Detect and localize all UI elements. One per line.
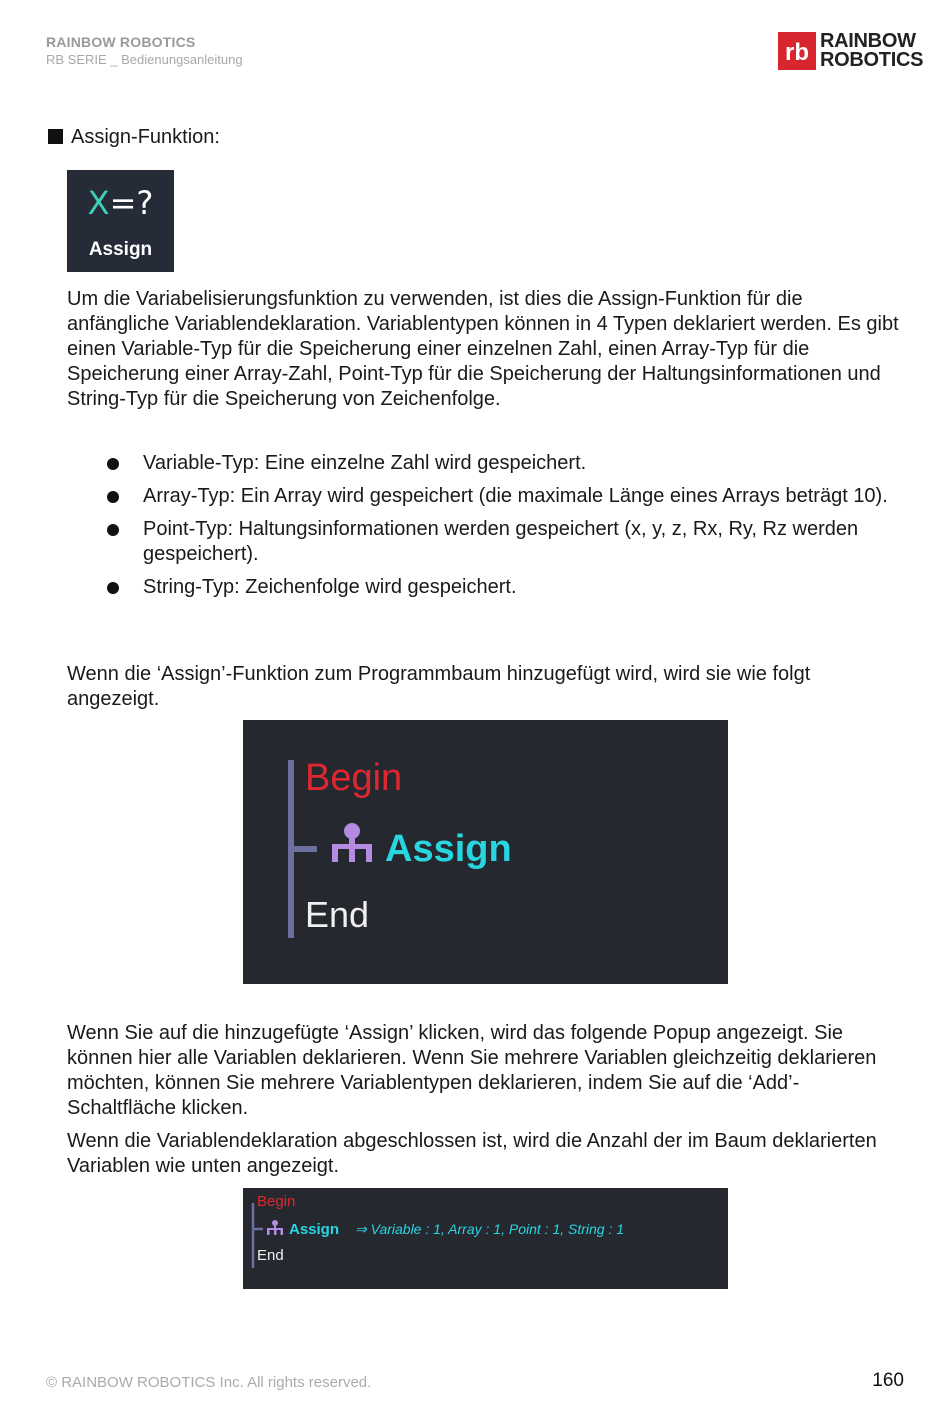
square-bullet-icon <box>48 129 63 144</box>
hierarchy-icon <box>267 1220 283 1235</box>
tree-assign-item[interactable]: Assign <box>385 828 512 870</box>
tree-assign-item[interactable]: Assign <box>289 1221 340 1238</box>
bullet-icon <box>107 582 119 594</box>
list-item: Array-Typ: Ein Array wird gespeichert (die maximale Länge eines Arrays beträgt 10). <box>107 484 907 509</box>
bullet-icon <box>107 524 119 536</box>
bullet-icon <box>107 458 119 470</box>
assign-icon-label: Assign <box>88 239 153 260</box>
program-tree-screenshot <box>243 720 728 984</box>
header-company: RAINBOW ROBOTICS <box>46 34 196 50</box>
tree-begin-label: Begin <box>257 1193 296 1210</box>
logo-text: RAINBOW ROBOTICS <box>820 30 924 71</box>
assign-function-icon <box>67 170 174 272</box>
result-paragraph: Wenn die Variablendeklaration abgeschlossen ist, wird die Anzahl der im Baum deklarierten Variablen wie unten angezeigt. <box>67 1130 877 1177</box>
tree-begin-label: Begin <box>305 757 403 799</box>
bullet-icon <box>107 491 119 503</box>
assign-symbol: X=? <box>87 184 154 222</box>
variable-type-list <box>107 451 907 608</box>
page-number: 160 <box>872 1370 904 1391</box>
popup-paragraph: Wenn Sie auf die hinzugefügte ‘Assign’ klicken, wird das folgende Popup angezeigt. Sie können hier alle Variablen deklarieren. Wenn Sie mehrere Variablen gleichzeitig deklarieren möchten, können Sie mehrere Variablentypen deklarieren, indem Sie auf die ‘Add’-Schaltfläche klicken. <box>67 1022 877 1119</box>
svg-text:rb: rb <box>785 39 809 66</box>
intro-paragraph: Um die Variabelisierungsfunktion zu verwenden, ist dies die Assign-Funktion für die anfängliche Variablendeklaration. Variablentypen können in 4 Typen deklariert werden. Es gibt einen Variable-Typ für die Speicherung einer einzelnen Zahl, einen Array-Typ für die Speicherung einer Array-Zahl, Point-Typ für die Speicherung der Haltungsinformationen und String-Typ für die Speicherung von Zeichenfolge. <box>67 288 899 410</box>
variable-summary-text: ⇒ Variable : 1, Array : 1, Point : 1, String : 1 <box>355 1221 625 1237</box>
header-subtitle: RB SERIE _ Bedienungsanleitung <box>46 52 243 67</box>
program-tree-summary-screenshot <box>243 1188 728 1289</box>
footer-copyright: © RAINBOW ROBOTICS Inc. All rights reserved. <box>46 1374 372 1391</box>
logo-mark <box>778 32 816 70</box>
section-title: Assign-Funktion: <box>48 126 220 149</box>
tree-intro-paragraph: Wenn die ‘Assign’-Funktion zum Programmbaum hinzugefügt wird, wird sie wie folgt angezeigt. <box>67 663 811 710</box>
hierarchy-icon <box>332 823 372 862</box>
list-item: Point-Typ: Haltungsinformationen werden gespeichert (x, y, z, Rx, Ry, Rz werden gespeichert). <box>107 517 907 567</box>
tree-end-label: End <box>305 894 370 935</box>
list-item: String-Typ: Zeichenfolge wird gespeichert. <box>107 575 907 600</box>
tree-end-label: End <box>257 1247 284 1264</box>
list-item: Variable-Typ: Eine einzelne Zahl wird gespeichert. <box>107 451 907 476</box>
company-logo <box>778 30 924 72</box>
